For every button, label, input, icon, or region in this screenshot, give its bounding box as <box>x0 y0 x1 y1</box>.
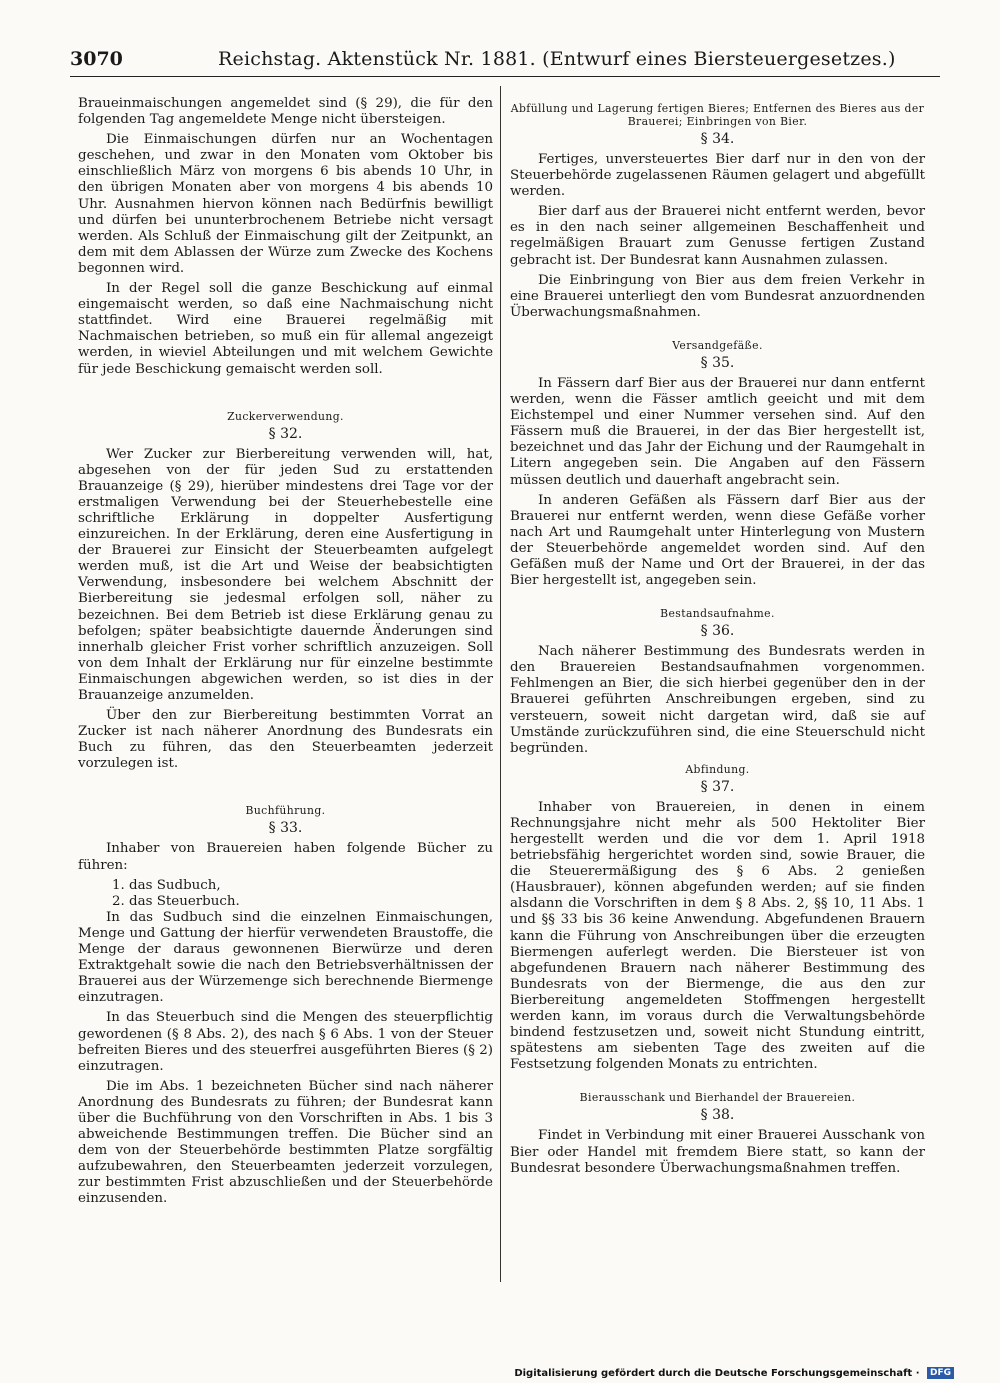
paragraph: In Fässern darf Bier aus der Brauerei nur dann entfernt werden, wenn die Fässer amtlich geeicht und mit dem Eichstempel und einer Nummer versehen sind. Auf den Fässern muß die Brauerei, in der das Bier hergestellt ist, bezeichnet und das Jahr der Eichung und der Raumgehalt in Litern angegeben sein. Die Angaben auf den Fässern müssen deutlich und dauerhaft angebracht sein. <box>510 375 925 488</box>
section-number: § 37. <box>700 778 735 795</box>
section-heading: Bierausschank und Bierhandel der Brauereien. <box>579 1091 856 1105</box>
section-heading: Versandgefäße. <box>672 338 763 352</box>
section-heading: Buchführung. <box>245 804 326 818</box>
paragraph: Fertiges, unversteuertes Bier darf nur in den von der Steuerbehörde zugelassenen Räumen gelagert und abgefüllt werden. <box>510 152 925 200</box>
paragraph: Inhaber von Brauereien haben folgende Bücher zu führen: <box>78 841 493 873</box>
running-title: Reichstag. Aktenstück Nr. 1881. (Entwurf eines Biersteuergesetzes.) <box>218 48 896 70</box>
digitization-credit: Digitalisierung gefördert durch die Deutsche Forschungsgemeinschaft · DFG <box>514 1367 954 1379</box>
dfg-logo: DFG <box>927 1367 954 1379</box>
column-divider <box>500 86 501 1282</box>
paragraph: In das Sudbuch sind die einzelnen Einmaischungen, Menge und Gattung der hierfür verwendeten Braustoffe, die Menge der daraus gewonnenen Bierwürze und deren Extraktgehalt sowie die nach den Betriebsverhältnissen der Brauerei aus der Würzemenge sich berechnende Biermenge einzutragen. <box>78 909 493 1006</box>
section-heading: Abfindung. <box>685 762 750 776</box>
paragraph: Wer Zucker zur Bierbereitung verwenden will, hat, abgesehen von der für jeden Sud zu erstattenden Brauanzeige (§ 29), hierüber mindestens drei Tage vor der erstmaligen Verwendung bei der Steuerhebestelle eine schriftliche Erklärung in doppelter Ausfertigung einzureichen. In der Erklärung, deren eine Ausfertigung in der Brauerei zur Einsicht der Steuerbeamten aufgelegt werden muß, ist die Art und Weise der beabsichtigten Verwendung, insbesondere bei welchem Abschnitt der Bierbereitung sie jedesmal erfolgen soll, näher zu bezeichnen. Bei dem Betrieb ist diese Erklärung genau zu befolgen; später beabsichtigte dauernde Änderungen sind innerhalb gleicher Frist vorher schriftlich anzuzeigen. Soll von dem Inhalt der Erklärung nur für einzelne bestimmte Einmaischungen abgewichen werden, so ist dies in der Brauanzeige anzumelden. <box>78 446 493 703</box>
paragraph: Die Einbringung von Bier aus dem freien Verkehr in eine Brauerei unterliegt den vom Bundesrat anzuordnenden Überwachungsmaßnahmen. <box>510 272 925 320</box>
paragraph: Braueinmaischungen angemeldet sind (§ 29), die für den folgenden Tag angemeldete Menge nicht übersteigen. <box>78 96 493 128</box>
paragraph: In das Steuerbuch sind die Mengen des steuerpflichtig gewordenen (§ 8 Abs. 2), des nach § 6 Abs. 1 von der Steuer befreiten Bieres und des steuerfrei ausgeführten Bieres (§ 2) einzutragen. <box>78 1010 493 1074</box>
section-number: § 34. <box>700 131 735 147</box>
credit-text: Digitalisierung gefördert durch die Deutsche Forschungsgemeinschaft <box>514 1368 913 1379</box>
left-column <box>78 96 493 1212</box>
paragraph: In der Regel soll die ganze Beschickung auf einmal eingemaischt werden, so daß eine Nachmaischung nicht stattfindet. Wird eine Brauerei regelmäßig mit Nachmaischen betrieben, so muß ein für allemal angezeigt werden, in wieviel Abteilungen und mit welchem Gewichte für jede Beschickung gemaischt werden soll. <box>78 281 493 377</box>
paragraph: Über den zur Bierbereitung bestimmten Vorrat an Zucker ist nach näherer Anordnung des Bundesrats ein Buch zu führen, das den Steuerbeamten jederzeit vorzulegen ist. <box>78 708 493 772</box>
section-number: § 38. <box>700 1107 735 1124</box>
section-number: § 33. <box>268 820 303 837</box>
list-item: 2. das Steuerbuch. <box>112 893 240 909</box>
right-column <box>510 96 925 1181</box>
running-header <box>70 46 940 77</box>
paragraph: Nach näherer Bestimmung des Bundesrats werden in den Brauereien Bestandsaufnahmen vorgenommen. Fehlmengen an Bier, die sich hierbei gegenüber den in der Brauerei geführten Anschreibungen ergeben, sind zu versteuern, soweit nicht dargetan wird, daß sie auf Umstände zurückzuführen sind, die eine Steuerschuld nicht begründen. <box>510 644 925 756</box>
paragraph: Die Einmaischungen dürfen nur an Wochentagen geschehen, und zwar in den Monaten vom Oktober bis einschließlich März von morgens 6 bis abends 10 Uhr, in den übrigen Monaten aber von morgens 4 bis abends 10 Uhr. Ausnahmen hiervon können nach Bedürfnis bewilligt und dürfen bei ununterbrochenem Betriebe nicht versagt werden. Als Schluß der Einmaischung gilt der Zeitpunkt, an dem mit dem Ablassen der Würze zum Zwecke des Kochens begonnen wird. <box>78 132 493 276</box>
section-number: § 35. <box>700 354 735 371</box>
paragraph: In anderen Gefäßen als Fässern darf Bier aus der Brauerei nur entfernt werden, wenn diese Gefäße vorher nach Art und Raumgehalt unter Hinterlegung von Mustern der Steuerbehörde angemeldet worden sind. Auf den Gefäßen muß der Name und Ort der Brauerei, in der das Bier hergestellt ist, angegeben sein. <box>510 492 925 589</box>
list-item: 1. das Sudbuch, <box>112 877 221 893</box>
paragraph: Inhaber von Brauereien, in denen in einem Rechnungsjahre nicht mehr als 500 Hektoliter Bier hergestellt werden und die vor dem 1. April 1918 betriebsfähig hergerichtet worden sind, sowie Brauer, die die Steuerermäßigung des § 6 Abs. 2 genießen (Hausbrauer), können abgefunden werden; auf sie finden alsdann die Vorschriften in dem § 8 Abs. 2, §§ 10, 11 Abs. 1 und §§ 33 bis 36 keine Anwendung. Abgefundenen Brauern kann die Führung von Anschreibungen über die erzeugten Biermengen auferlegt werden. Die Biersteuer ist von abgefundenen Brauern nach näherer Bestimmung des Bundesrats von der Biermenge, die aus den zur Bierbereitung angemeldeten Stoffmengen hergestellt werden kann, im voraus durch die Verwaltungsbehörde bindend festzusetzen und, soweit nicht Stundung eintritt, spätestens am siebenten Tage des zweiten auf die Festsetzung folgenden Monats zu entrichten. <box>510 799 925 1073</box>
paragraph: Bier darf aus der Brauerei nicht entfernt werden, bevor es in den nach seiner allgemeinen Beschaffenheit und regelmäßigen Brauart zum Genusse fertigen Zustand gebracht ist. Der Bundesrat kann Ausnahmen zulassen. <box>510 204 925 268</box>
section-heading: Zuckerverwendung. <box>227 409 344 423</box>
paragraph: Die im Abs. 1 bezeichneten Bücher sind nach näherer Anordnung des Bundesrats zu führen; der Bundesrat kann über die Buchführung von den Vorschriften in Abs. 1 bis 3 abweichende Bestimmungen treffen. Die Bücher sind an dem von der Steuerbehörde bestimmten Platze sorgfältig aufzubewahren, den Steuerbeamten jederzeit vorzulegen, zur bestimmten Frist abzuschließen und der Steuerbehörde einzusenden. <box>78 1078 493 1207</box>
section-number: § 32. <box>268 425 303 442</box>
section-heading: Bestandsaufnahme. <box>660 607 775 621</box>
page-number: 3070 <box>70 48 123 70</box>
section-heading: Abfüllung und Lagerung fertigen Bieres; Entfernen des Bieres aus der Brauerei; Einbringen von Bier. <box>510 102 925 128</box>
section-number: § 36. <box>700 623 735 640</box>
paragraph: Findet in Verbindung mit einer Brauerei Ausschank von Bier oder Handel mit fremdem Biere statt, so kann der Bundesrat besondere Überwachungsmaßnahmen treffen. <box>510 1128 925 1176</box>
